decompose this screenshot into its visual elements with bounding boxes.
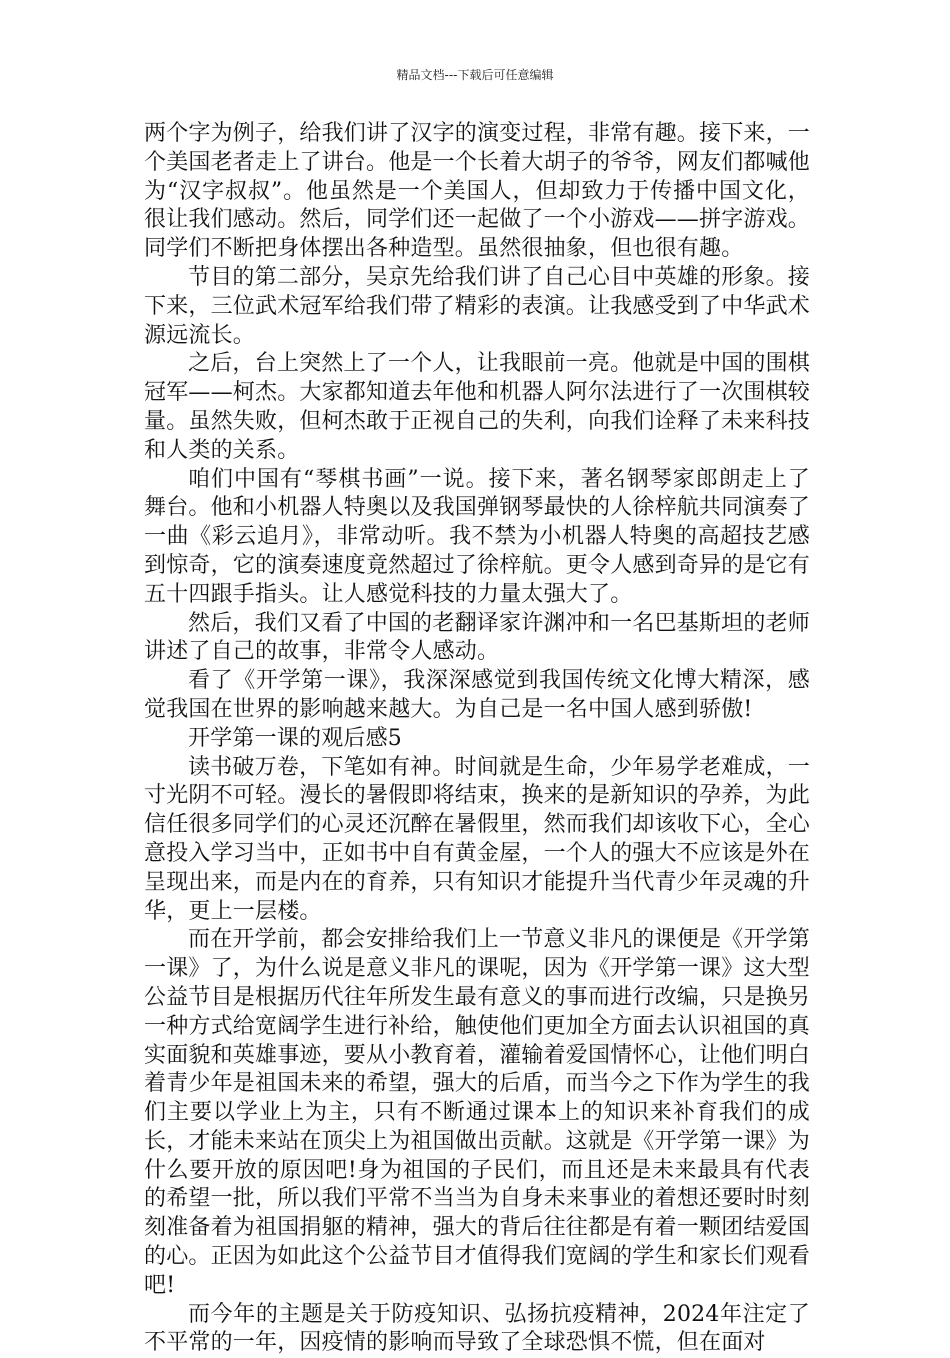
paragraph-5: 然后，我们又看了中国的老翻译家许渊冲和一名巴基斯坦的老师讲述了自己的故事，非常令人感动。	[144, 610, 810, 665]
document-body	[144, 120, 810, 1358]
paragraph-7: 读书破万卷，下笔如有神。时间就是生命，少年易学老难成，一寸光阴不可轻。漫长的暑假即将结束，换来的是新知识的孕养，为此信任很多同学们的心灵还沉醉在暑假里，然而我们却该收下心，全心意投入学习当中，正如书中自有黄金屋，一个人的强大不应该是外在呈现出来，而是内在的育养，只有知识才能提升当代青少年灵魂的升华，更上一层楼。	[144, 754, 811, 924]
paragraph-2: 节目的第二部分，吴京先给我们讲了自己心目中英雄的形象。接下来，三位武术冠军给我们带了精彩的表演。让我感受到了中华武术源远流长。	[144, 264, 811, 348]
paragraph-3: 之后，台上突然上了一个人，让我眼前一亮。他就是中国的围棋冠军——柯杰。大家都知道去年他和机器人阿尔法进行了一次围棋较量。虽然失败，但柯杰敢于正视自己的失利，向我们诠释了未来科技和人类的关系。	[144, 351, 811, 463]
page-header: 精品文档---下载后可任意编辑	[396, 68, 554, 82]
paragraph-1: 两个字为例子，给我们讲了汉字的演变过程，非常有趣。接下来，一个美国老者走上了讲台。他是一个长着大胡子的爷爷，网友们都喊他为“汉字叔叔”。他虽然是一个美国人，但却致力于传播中国文化，很让我们感动。然后，同学们还一起做了一个小游戏——拼字游戏。同学们不断把身体摆出各种造型。虽然很抽象，但也很有趣。	[144, 121, 811, 262]
paragraph-8: 而在开学前，都会安排给我们上一节意义非凡的课便是《开学第一课》了，为什么说是意义非凡的课呢，因为《开学第一课》这大型公益节目是根据历代往年所发生最有意义的事而进行改编，只是换另一种方式给宽阔学生进行补给，触使他们更加全方面去认识祖国的真实面貌和英雄事迹，要从小教育着，灌输着爱国情怀心，让他们明白着青少年是祖国未来的希望，强大的后盾，而当今之下作为学生的我们主要以学业上为主，只有不断通过课本上的知识来补育我们的成长，才能未来站在顶尖上为祖国做出贡献。这就是《开学第一课》为什么要开放的原因吧!身为祖国的子民们，而且还是未来最具有代表的希望一批，所以我们平常不当当为自身未来事业的着想还要时时刻刻准备着为祖国捐躯的精神，强大的背后往往都是有着一颗团结爱国的心。正因为如此这个公益节目才值得我们宽阔的学生和家长们观看吧!	[144, 927, 811, 1298]
paragraph-9: 而今年的主题是关于防疫知识、弘扬抗疫精神，2024年注定了不平常的一年，因疫情的影响而导致了全球恐惧不慌，但在面对	[144, 1301, 810, 1356]
paragraph-4: 咱们中国有“琴棋书画”一说。接下来，著名钢琴家郎朗走上了舞台。他和小机器人特奥以及我国弹钢琴最快的人徐梓航共同演奏了一曲《彩云追月》，非常动听。我不禁为小机器人特奥的高超技艺感到惊奇，它的演奏速度竟然超过了徐梓航。更令人感到奇异的是它有五十四跟手指头。让人感觉科技的力量太强大了。	[144, 466, 811, 607]
paragraph-6: 看了《开学第一课》，我深深感觉到我国传统文化博大精深，感觉我国在世界的影响越来越大。为自己是一名中国人感到骄傲!	[144, 668, 810, 722]
section-title: 开学第一课的观后感5	[188, 725, 402, 751]
